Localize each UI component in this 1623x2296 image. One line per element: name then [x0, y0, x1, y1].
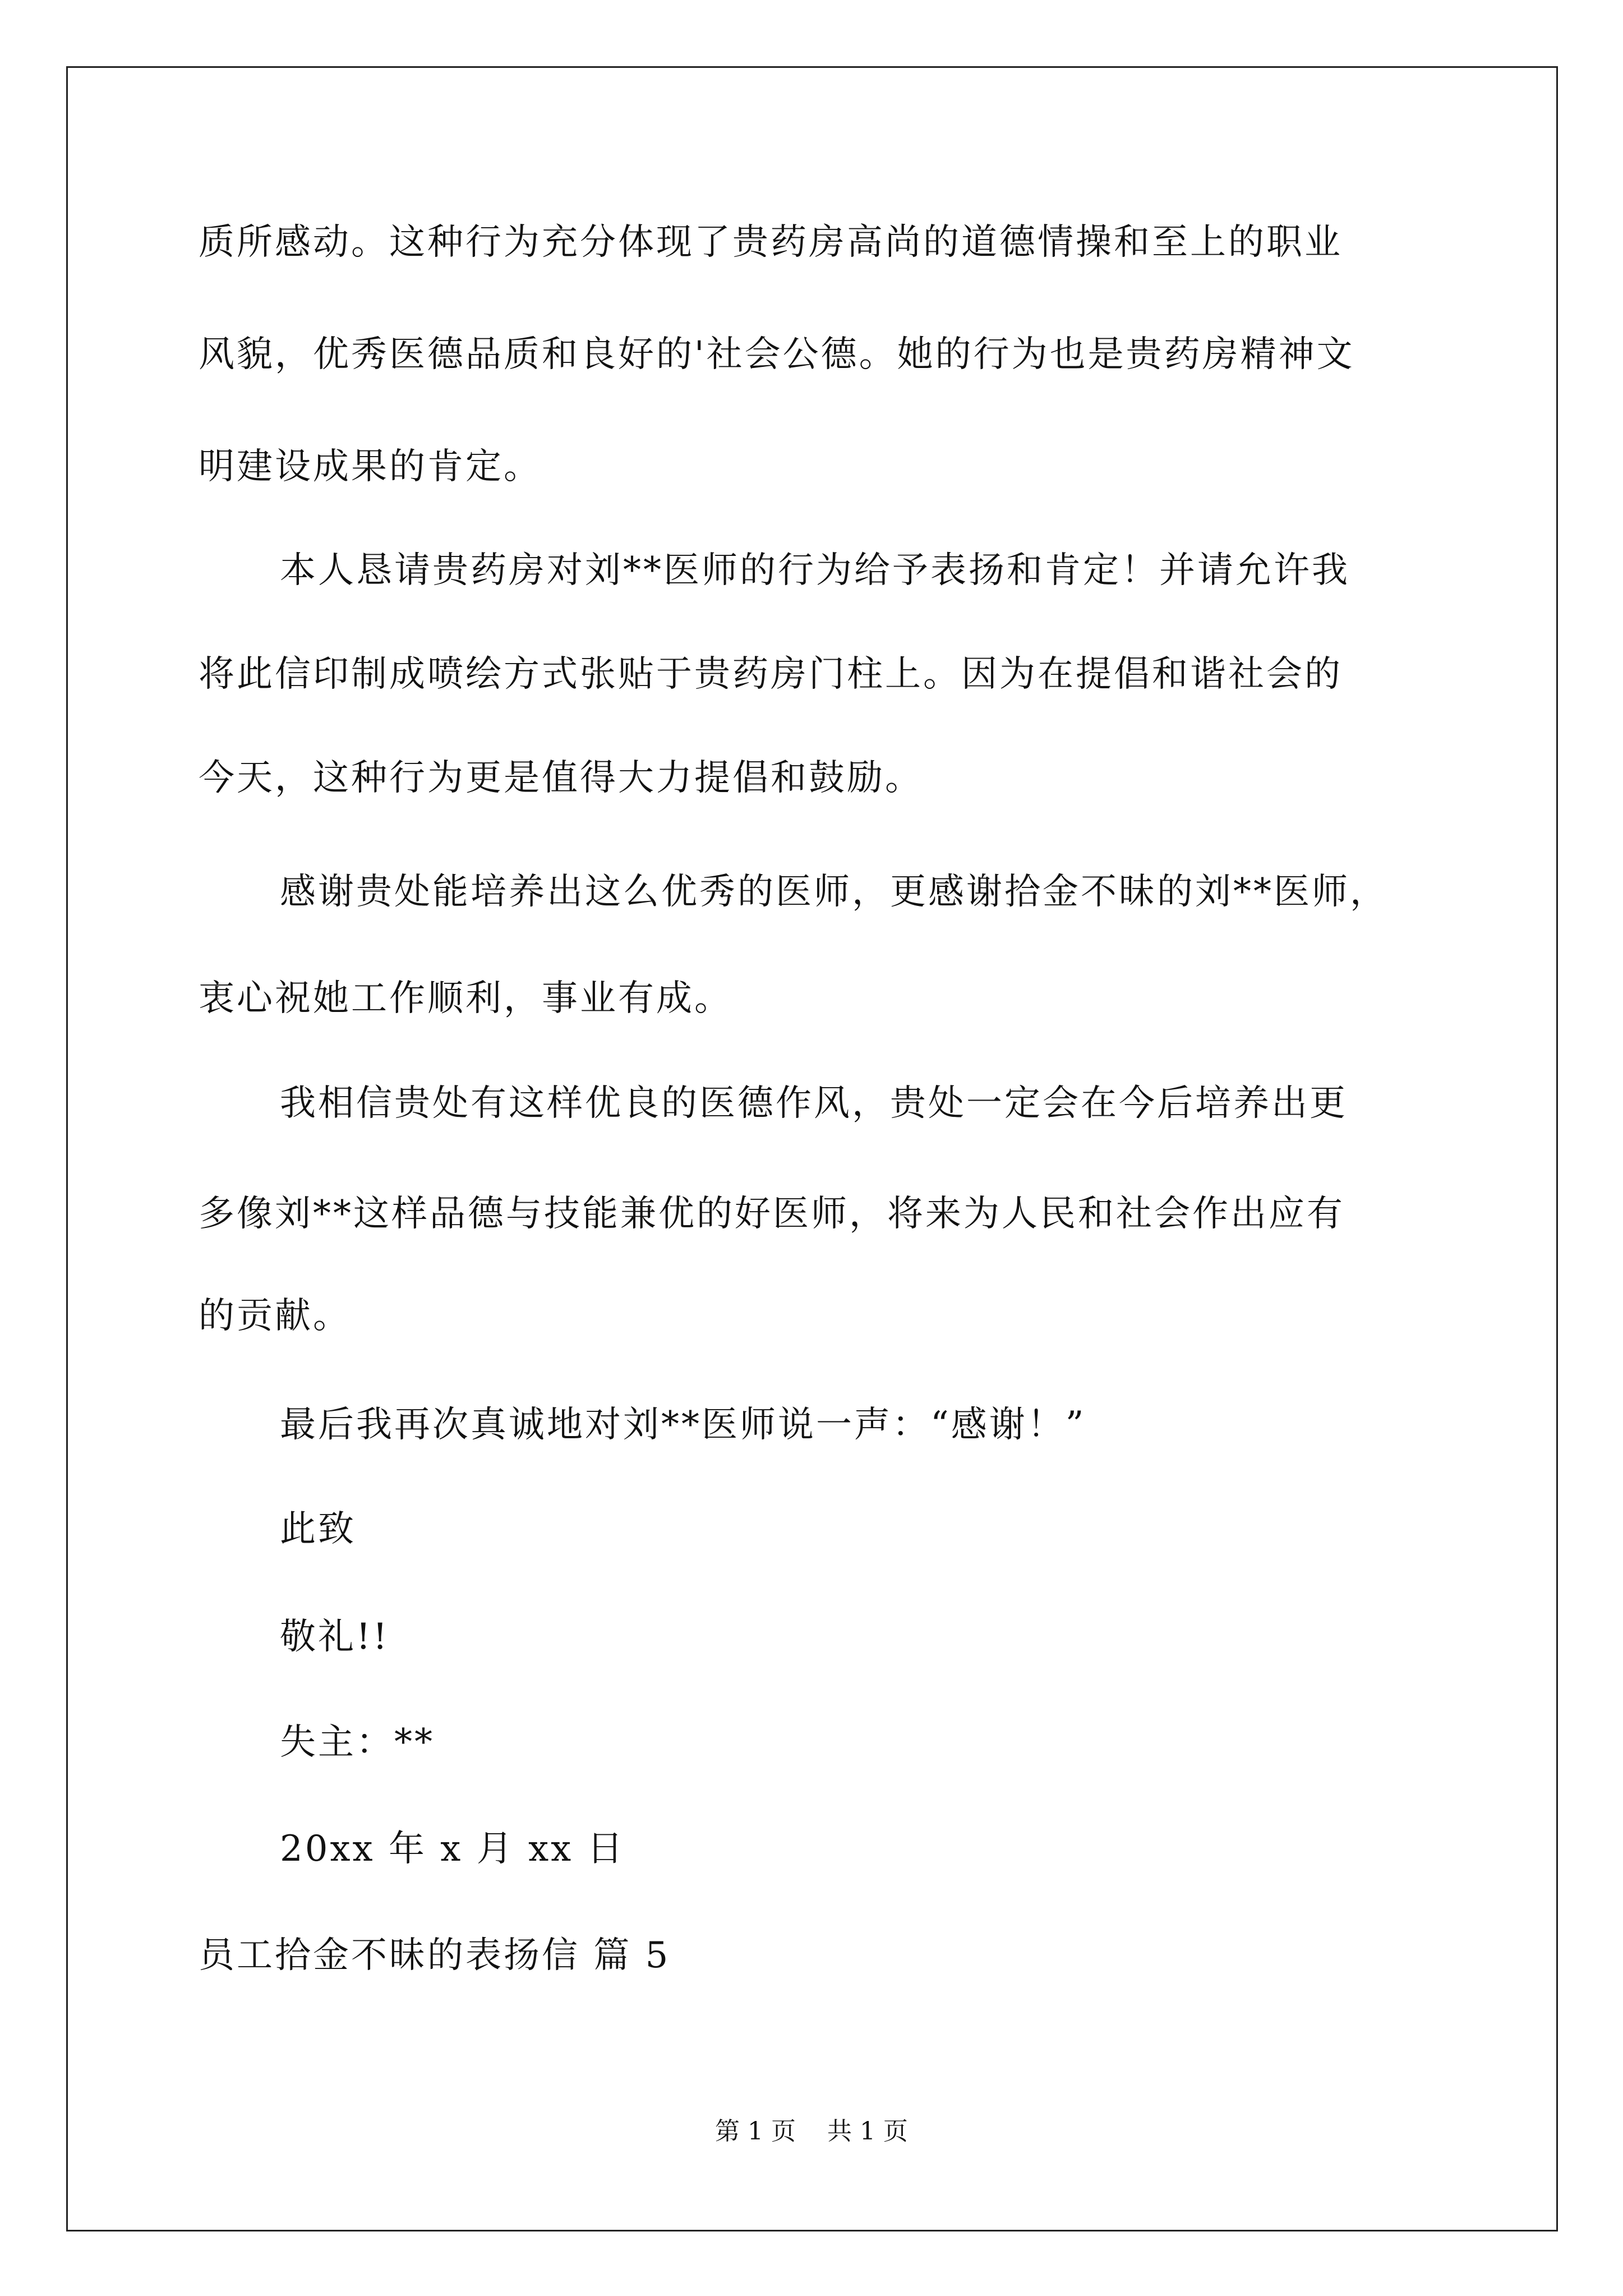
body-line-12: 最后我再次真诚地对刘**医师说一声：“感谢！” [280, 1404, 1086, 1446]
body-line-8: 衷心祝她工作顺利，事业有成。 [199, 978, 732, 1019]
body-line-7: 感谢贵处能培养出这么优秀的医师，更感谢拾金不昧的刘**医师， [280, 871, 1388, 913]
body-line-2: 风貌，优秀医德品质和良好的'社会公德。她的行为也是贵药房精神文 [199, 334, 1355, 375]
body-line-10: 多像刘**这样品德与技能兼优的好医师，将来为人民和社会作出应有 [199, 1193, 1345, 1235]
next-section-heading: 员工拾金不昧的表扬信 篇 5 [199, 1935, 671, 1976]
body-line-11: 的贡献。 [199, 1295, 351, 1337]
body-line-6: 今天，这种行为更是值得大力提倡和鼓励。 [199, 757, 923, 799]
body-line-1: 质所感动。这种行为充分体现了贵药房高尚的道德情操和至上的职业 [199, 222, 1343, 263]
page-footer: 第 1 页 共 1 页 [715, 2117, 908, 2146]
date-line: 20xx 年 x 月 xx 日 [280, 1828, 625, 1870]
signature-line: 失主：** [280, 1722, 435, 1763]
body-line-9: 我相信贵处有这样优良的医德作风，贵处一定会在今后培养出更 [280, 1083, 1348, 1124]
closing-line-1: 此致 [280, 1508, 356, 1550]
body-line-4: 本人恳请贵药房对刘**医师的行为给予表扬和肯定！并请允许我 [280, 550, 1350, 591]
closing-line-2: 敬礼!! [280, 1616, 390, 1658]
page-border [66, 66, 1558, 2231]
body-line-3: 明建设成果的肯定。 [199, 446, 542, 487]
body-line-5: 将此信印制成喷绘方式张贴于贵药房门柱上。因为在提倡和谐社会的 [199, 654, 1343, 695]
